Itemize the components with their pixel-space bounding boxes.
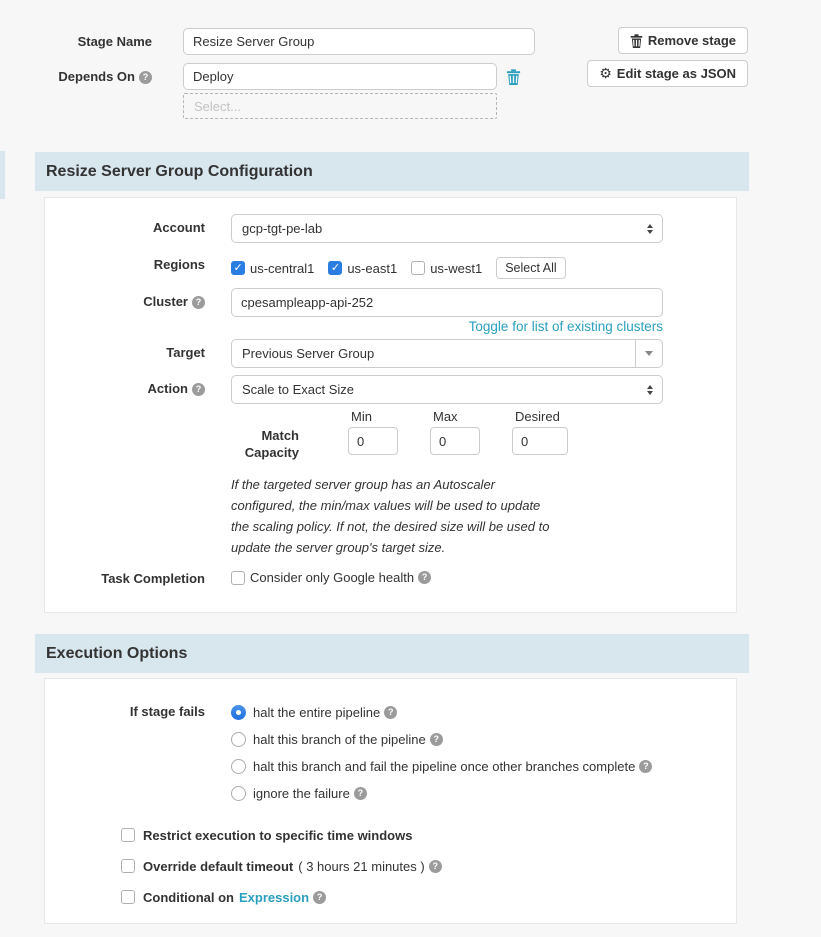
checkbox-icon[interactable] (231, 261, 245, 275)
checkbox-icon[interactable] (411, 261, 425, 275)
depends-on-select-placeholder[interactable]: Select... (183, 93, 497, 119)
fail-option-halt-branch-fail-pipeline[interactable]: halt this branch and fail the pipeline once other branches complete ? (231, 757, 652, 776)
help-icon[interactable]: ? (354, 787, 367, 800)
radio-icon[interactable] (231, 759, 246, 774)
desired-label: Desired (515, 409, 560, 424)
stage-name-input[interactable] (183, 28, 535, 55)
adjacent-panel-edge (0, 151, 5, 199)
config-card (44, 197, 737, 613)
regions-row (45, 253, 736, 279)
help-icon[interactable]: ? (313, 891, 326, 904)
task-completion-label: Task Completion (101, 571, 205, 586)
radio-icon[interactable] (231, 732, 246, 747)
execution-section-header (35, 634, 749, 673)
action-label: Action ? (45, 375, 205, 404)
select-updown-icon (647, 224, 653, 234)
if-stage-fails-label: If stage fails (129, 704, 205, 719)
select-updown-icon (647, 385, 653, 395)
page-bottom-gutter (0, 924, 821, 937)
fail-options-group (231, 703, 652, 811)
action-select[interactable]: Scale to Exact Size (231, 375, 663, 404)
toggle-clusters-row (45, 319, 736, 334)
fail-option-halt-branch[interactable]: halt this branch of the pipeline ? (231, 730, 652, 749)
select-all-regions-button[interactable]: Select All (496, 257, 565, 279)
checkbox-icon[interactable] (121, 859, 135, 873)
help-icon[interactable]: ? (384, 706, 397, 719)
min-input[interactable] (348, 427, 398, 455)
max-input[interactable] (430, 427, 480, 455)
fail-option-halt-pipeline[interactable]: halt the entire pipeline ? (231, 703, 652, 722)
checkbox-icon[interactable] (121, 828, 135, 842)
target-label: Target (166, 345, 205, 360)
task-completion-row (45, 569, 736, 586)
help-icon[interactable]: ? (430, 733, 443, 746)
action-row (45, 375, 736, 404)
target-select[interactable]: Previous Server Group (231, 339, 663, 368)
chevron-down-icon (635, 340, 662, 367)
restrict-execution-checkbox[interactable]: Restrict execution to specific time windows (121, 825, 736, 845)
match-capacity-label: Match Capacity (244, 428, 299, 460)
edit-stage-json-button[interactable]: ⚙ Edit stage as JSON (587, 60, 748, 87)
account-select[interactable]: gcp-tgt-pe-lab (231, 214, 663, 243)
fail-option-ignore-failure[interactable]: ignore the failure ? (231, 784, 652, 803)
cluster-row (45, 288, 736, 317)
stage-header-form (0, 0, 821, 119)
help-icon[interactable]: ? (139, 71, 152, 84)
help-icon[interactable]: ? (418, 571, 431, 584)
conditional-expression-checkbox[interactable]: Conditional on Expression ? (121, 887, 736, 907)
help-icon[interactable]: ? (192, 383, 205, 396)
expression-link[interactable]: Expression (238, 889, 310, 905)
cluster-input[interactable] (231, 288, 663, 317)
regions-label: Regions (153, 257, 205, 272)
region-checkbox-us-central1[interactable]: ✓ us-central1 (231, 261, 314, 276)
max-label: Max (433, 409, 458, 424)
config-section-header (35, 152, 749, 191)
override-timeout-detail: ( 3 hours 21 minutes ) (298, 858, 425, 874)
region-checkbox-us-west1[interactable]: us-west1 (411, 261, 482, 276)
remove-stage-button[interactable]: Remove stage (618, 27, 748, 54)
account-label: Account (153, 220, 205, 235)
google-health-checkbox[interactable]: Consider only Google health ? (231, 570, 431, 585)
checkbox-icon[interactable] (231, 571, 245, 585)
desired-input[interactable] (512, 427, 568, 455)
execution-checkboxes (45, 825, 736, 907)
region-checkbox-us-east1[interactable]: ✓ us-east1 (328, 261, 397, 276)
remove-dependency-trash-icon[interactable] (506, 69, 521, 85)
execution-card (44, 678, 737, 924)
cluster-label: Cluster ? (45, 288, 205, 317)
target-row (45, 339, 736, 368)
stage-name-label: Stage Name (77, 34, 152, 49)
capacity-help-text: If the targeted server group has an Autoscaler configured, the min/max values will be used to update the scaling policy. If not, the desired size will be used to update the server group's target size. (231, 477, 550, 555)
if-stage-fails-row (45, 703, 736, 811)
depends-on-input[interactable] (183, 63, 497, 90)
execution-section-title: Execution Options (46, 644, 188, 662)
config-section-title: Resize Server Group Configuration (46, 162, 313, 180)
checkbox-icon[interactable] (121, 890, 135, 904)
depends-on-label: Depends On ? (0, 63, 152, 84)
stage-action-buttons (587, 27, 748, 87)
min-label: Min (351, 409, 372, 424)
radio-icon[interactable] (231, 786, 246, 801)
help-icon[interactable]: ? (429, 860, 442, 873)
trash-icon (630, 34, 643, 48)
checkbox-icon[interactable] (328, 261, 342, 275)
depends-on-add-row (0, 98, 821, 119)
radio-icon[interactable] (231, 705, 246, 720)
help-icon[interactable]: ? (192, 296, 205, 309)
account-row (45, 214, 736, 243)
gear-icon: ⚙ (599, 65, 612, 82)
help-icon[interactable]: ? (639, 760, 652, 773)
toggle-existing-clusters-link[interactable]: Toggle for list of existing clusters (468, 319, 663, 334)
match-capacity-row (45, 409, 736, 461)
override-timeout-checkbox[interactable]: Override default timeout ( 3 hours 21 minutes ) ? (121, 856, 736, 876)
